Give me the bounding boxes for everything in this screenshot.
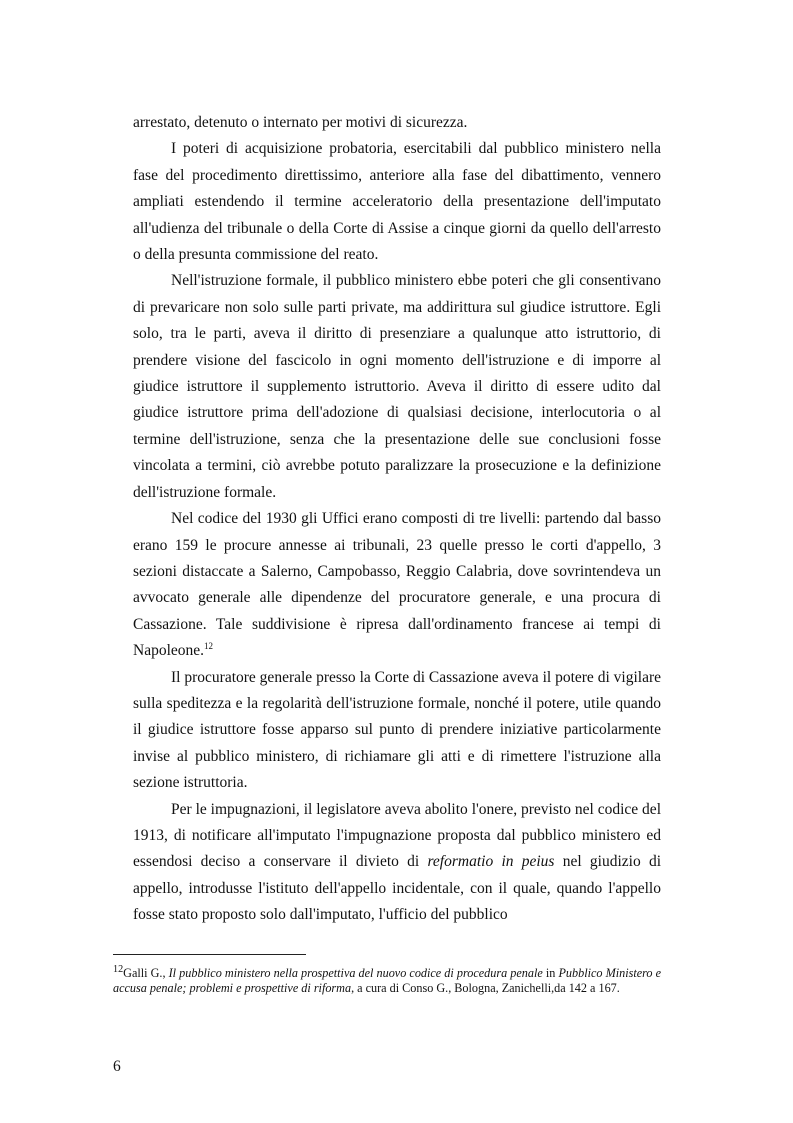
footnote-source: Pubblico Ministero e accusa penale; problemi e prospettive di riforma — [113, 966, 662, 996]
page-body — [133, 110, 661, 929]
paragraph-appeals — [133, 797, 661, 929]
footnote-connector: in — [542, 966, 559, 981]
paragraph-acquisition-powers: I poteri di acquisizione probatoria, esercitabili dal pubblico ministero nella fase del procedimento direttissimo, anteriore alla fase del dibattimento, vennero ampliati estendendo il termine acceleratorio della presentazione dell'imputato all'udienza del tribunale o della Corte di Assise a cinque giorni da quello dell'arresto o della presunta commissione del reato. — [133, 140, 661, 264]
footnote-mark: 12 — [113, 964, 124, 975]
footnote-title: Il pubblico ministero nella prospettiva del nuovo codice di procedura penale — [168, 966, 543, 981]
paragraph-code-1930-text: Nel codice del 1930 gli Uffici erano composti di tre livelli: partendo dal basso erano 159 le procure annesse ai tribunali, 23 quelle presso le corti d'appello, 3 sezioni distaccate a Salerno, Campobasso, Reggio Calabria, dove sovrintendeva un avvocato generale alle dipendenze del procuratore generale, e una procura di Cassazione. Tale suddivisione è ripresa dall'ordinamento francese ai tempi di Napoleone. — [133, 510, 661, 660]
paragraph-procurator-general: Il procuratore generale presso la Corte di Cassazione aveva il potere di vigilare sulla speditezza e la regolarità dell'istruzione formale, nonché il potere, utile quando il giudice istruttore fosse apparso sul punto di prendere iniziative particolarmente invise al pubblico ministero, di richiamare gli atti e di rimettere l'istruzione alla sezione istruttoria. — [133, 668, 661, 792]
latin-term: reformatio in peius — [427, 853, 555, 871]
paragraph-continuation: arrestato, detenuto o internato per motivi di sicurezza. — [133, 114, 468, 131]
paragraph-formal-instruction: Nell'istruzione formale, il pubblico ministero ebbe poteri che gli consentivano di prevaricare non solo sulle parti private, ma addirittura sul giudice istruttore. Egli solo, tra le parti, aveva il diritto di presenziare a qualunque atto istruttorio, di prendere visione del fascicolo in ogni momento dell'istruzione e di imporre al giudice istruttore il supplemento istruttorio. Aveva il diritto di essere udito dal giudice istruttore prima dell'adozione di qualsiasi decisione, interlocutoria o al termine dell'istruzione, senza che la presentazione delle sue conclusioni fosse vincolata a termini, ciò avrebbe potuto paralizzare la prosecuzione e la definizione dell'istruzione formale. — [133, 272, 661, 501]
footnote-12 — [113, 962, 661, 996]
page-number: 6 — [113, 1058, 121, 1075]
paragraph-appeals-end: nel giudizio di appello, introdusse l'istituto dell'appello incidentale, con il quale, quando l'appello fosse stato proposto solo dall'imputato, l'ufficio del pubblico — [133, 853, 661, 924]
footnote-divider — [113, 954, 306, 955]
footnote-author: Galli G., — [123, 966, 169, 981]
footnote-tail: , a cura di Conso G., Bologna, Zanichelli,da 142 a 167. — [351, 981, 620, 996]
footnote-reference: 12 — [204, 640, 214, 651]
paragraph-appeals-start: Per le impugnazioni, il legislatore aveva abolito l'onere, previsto nel codice del 1913, di notificare all'imputato l'impugnazione proposta dal pubblico ministero ed essendosi deciso a conservare il divieto di — [133, 800, 661, 871]
paragraph-code-1930 — [133, 506, 661, 664]
